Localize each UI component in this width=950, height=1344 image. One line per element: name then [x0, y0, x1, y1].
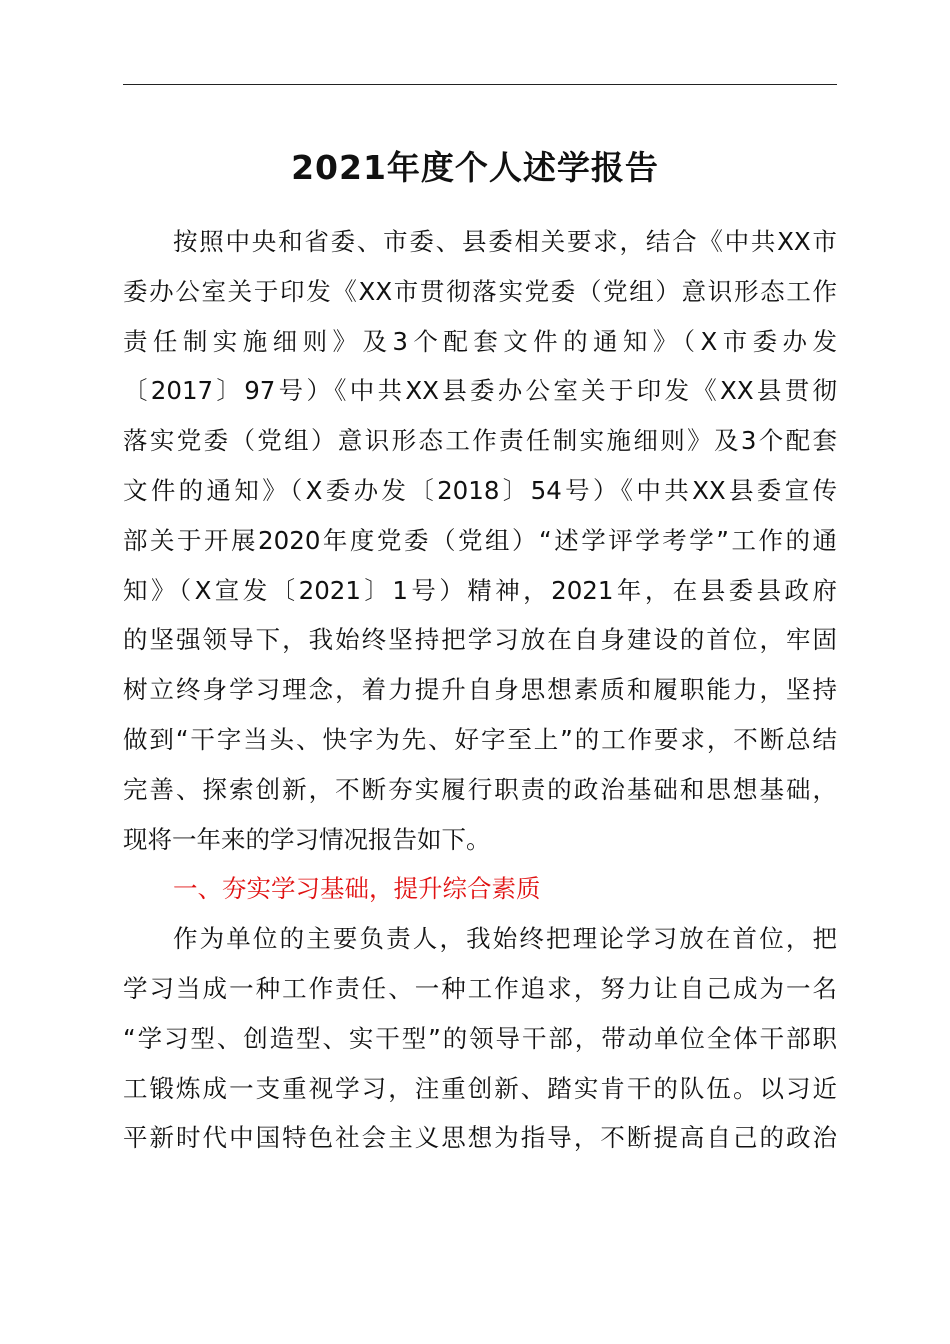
paragraph-1-line: 文件的通知》（X委办发〔2018〕54号）《中共XX县委宣传	[123, 475, 837, 505]
paragraph-1-line: 树立终身学习理念，着力提升自身思想素质和履职能力，坚持	[123, 675, 837, 705]
section-heading-1: 一、夯实学习基础，提升综合素质	[173, 874, 541, 904]
header-rule	[123, 84, 837, 85]
document-body	[123, 217, 837, 1163]
paragraph-1-line: 委办公室关于印发《XX市贯彻落实党委（党组）意识形态工作	[123, 276, 837, 306]
paragraph-1-line: 现将一年来的学习情况报告如下。	[123, 824, 491, 854]
paragraph-2-line: 作为单位的主要负责人，我始终把理论学习放在首位，把	[173, 924, 837, 954]
paragraph-1-line: 做到“干字当头、快字为先、好字至上”的工作要求，不断总结	[123, 724, 837, 754]
paragraph-1-line: 的坚强领导下，我始终坚持把学习放在自身建设的首位，牢固	[123, 625, 837, 655]
paragraph-1-line: 知》（X宣发〔2021〕1号）精神，2021年，在县委县政府	[123, 575, 837, 605]
paragraph-1-line: 部关于开展2020年度党委（党组）“述学评学考学”工作的通	[123, 525, 837, 555]
paragraph-1-line: 〔2017〕97号）《中共XX县委办公室关于印发《XX县贯彻	[123, 376, 837, 406]
paragraph-1-line: 责任制实施细则》及3个配套文件的通知》（X市委办发	[123, 326, 837, 356]
paragraph-2-line: “学习型、创造型、实干型”的领导干部，带动单位全体干部职	[123, 1023, 837, 1053]
document-title: 2021年度个人述学报告	[291, 148, 659, 187]
paragraph-1-line: 按照中央和省委、市委、县委相关要求，结合《中共XX市	[173, 227, 837, 256]
paragraph-1-line: 完善、探索创新，不断夯实履行职责的政治基础和思想基础，	[123, 774, 837, 804]
paragraph-2-line: 工锻炼成一支重视学习，注重创新、踏实肯干的队伍。以习近	[123, 1073, 837, 1103]
paragraph-2-line: 平新时代中国特色社会主义思想为指导，不断提高自己的政治	[123, 1123, 837, 1153]
paragraph-1-line: 落实党委（党组）意识形态工作责任制实施细则》及3个配套	[123, 426, 837, 456]
paragraph-2-line: 学习当成一种工作责任、一种工作追求，努力让自己成为一名	[123, 973, 837, 1003]
